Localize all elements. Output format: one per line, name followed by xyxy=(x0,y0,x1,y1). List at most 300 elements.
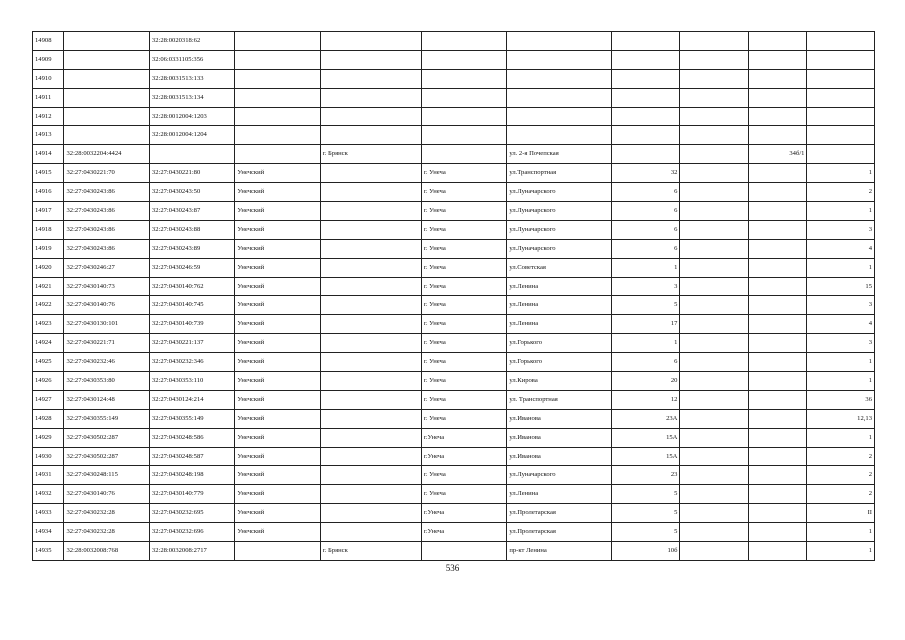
cell-house xyxy=(611,145,680,164)
cell-district: Унечский xyxy=(235,315,320,334)
cell-city-column-b xyxy=(421,126,506,145)
cell-house: 6 xyxy=(611,183,680,202)
cell-cadastral-number: 32:27:0430232:695 xyxy=(149,504,234,523)
table-row xyxy=(33,353,875,372)
cell-city-column-a xyxy=(320,69,421,88)
table-row xyxy=(33,107,875,126)
cell-row-number: 14910 xyxy=(33,69,64,88)
cell-district: Унечский xyxy=(235,466,320,485)
cell-col-9 xyxy=(680,390,749,409)
cell-cadastral-number-parent: 32:27:0430232:28 xyxy=(64,504,149,523)
cell-building xyxy=(749,466,807,485)
cell-district: Унечский xyxy=(235,164,320,183)
cell-col-9 xyxy=(680,542,749,561)
cell-city-column-a xyxy=(320,296,421,315)
cell-street: ул.Ленина xyxy=(507,277,612,296)
cell-row-number: 14913 xyxy=(33,126,64,145)
cell-flat xyxy=(807,107,875,126)
cell-cadastral-number-parent: 32:27:0430140:76 xyxy=(64,485,149,504)
cell-flat: 1 xyxy=(807,523,875,542)
table-row xyxy=(33,50,875,69)
cell-house: 5 xyxy=(611,523,680,542)
cell-cadastral-number-parent: 32:27:0430353:80 xyxy=(64,372,149,391)
cell-city-column-b: г. Унеча xyxy=(421,164,506,183)
cell-cadastral-number-parent: 32:27:0430243:86 xyxy=(64,202,149,221)
cell-house: 12 xyxy=(611,390,680,409)
cell-district xyxy=(235,32,320,51)
cell-city-column-b: г. Унеча xyxy=(421,334,506,353)
cell-street: ул.Пролетарская xyxy=(507,504,612,523)
cell-district: Унечский xyxy=(235,504,320,523)
cell-cadastral-number-parent: 32:27:0430232:46 xyxy=(64,353,149,372)
cell-city-column-b: г. Унеча xyxy=(421,390,506,409)
cell-district: Унечский xyxy=(235,277,320,296)
cell-street: ул.Пролетарская xyxy=(507,523,612,542)
cell-street: ул.Иванова xyxy=(507,428,612,447)
cell-building xyxy=(749,183,807,202)
table-row xyxy=(33,334,875,353)
cell-district: Унечский xyxy=(235,485,320,504)
cell-flat: 2 xyxy=(807,183,875,202)
cell-building xyxy=(749,296,807,315)
cell-house: 10б xyxy=(611,542,680,561)
cell-house xyxy=(611,88,680,107)
cell-cadastral-number: 32:27:0430353:110 xyxy=(149,372,234,391)
cell-cadastral-number: 32:27:0430232:696 xyxy=(149,523,234,542)
cell-flat: 2 xyxy=(807,447,875,466)
cell-row-number: 14924 xyxy=(33,334,64,353)
cell-cadastral-number-parent: 32:28:0032008:768 xyxy=(64,542,149,561)
cell-cadastral-number: 32:06:0331105:356 xyxy=(149,50,234,69)
cell-flat: 4 xyxy=(807,239,875,258)
cell-city-column-a xyxy=(320,258,421,277)
cell-flat: 36 xyxy=(807,390,875,409)
cell-building xyxy=(749,50,807,69)
cell-city-column-b xyxy=(421,69,506,88)
cell-city-column-b: г. Унеча xyxy=(421,315,506,334)
cell-district: Унечский xyxy=(235,409,320,428)
cell-col-9 xyxy=(680,315,749,334)
cell-cadastral-number-parent: 32:27:0430140:73 xyxy=(64,277,149,296)
cell-row-number: 14915 xyxy=(33,164,64,183)
cell-building xyxy=(749,428,807,447)
cell-flat: II xyxy=(807,504,875,523)
cell-building xyxy=(749,523,807,542)
cell-cadastral-number: 32:28:0020318:62 xyxy=(149,32,234,51)
cell-flat: 12,13 xyxy=(807,409,875,428)
cell-cadastral-number-parent: 32:27:0430221:71 xyxy=(64,334,149,353)
cell-district: Унечский xyxy=(235,447,320,466)
table-row xyxy=(33,220,875,239)
table-body xyxy=(33,32,875,561)
cell-cadastral-number: 32:27:0430355:149 xyxy=(149,409,234,428)
cell-city-column-a xyxy=(320,353,421,372)
cell-cadastral-number: 32:28:0031513:134 xyxy=(149,88,234,107)
table-row xyxy=(33,69,875,88)
cell-col-9 xyxy=(680,296,749,315)
cell-house xyxy=(611,50,680,69)
cell-city-column-a xyxy=(320,315,421,334)
cell-house: 20 xyxy=(611,372,680,391)
table-row xyxy=(33,390,875,409)
cell-city-column-a xyxy=(320,107,421,126)
cell-col-9 xyxy=(680,523,749,542)
cell-building xyxy=(749,88,807,107)
cell-city-column-b: г. Унеча xyxy=(421,220,506,239)
cell-street xyxy=(507,32,612,51)
table-row xyxy=(33,126,875,145)
cell-house: 6 xyxy=(611,239,680,258)
page-number: 536 xyxy=(445,563,460,573)
cell-city-column-b: г.Унеча xyxy=(421,447,506,466)
cell-flat: 3 xyxy=(807,220,875,239)
cell-flat: 1 xyxy=(807,164,875,183)
cell-col-9 xyxy=(680,88,749,107)
cell-city-column-b: г. Унеча xyxy=(421,183,506,202)
cell-cadastral-number-parent xyxy=(64,69,149,88)
cell-flat: 1 xyxy=(807,258,875,277)
cell-flat: 2 xyxy=(807,485,875,504)
cell-street: ул.Иванова xyxy=(507,447,612,466)
cell-row-number: 14926 xyxy=(33,372,64,391)
cell-row-number: 14934 xyxy=(33,523,64,542)
cell-flat xyxy=(807,69,875,88)
cell-col-9 xyxy=(680,372,749,391)
cell-city-column-a xyxy=(320,485,421,504)
cell-city-column-a xyxy=(320,504,421,523)
cell-building xyxy=(749,409,807,428)
cell-city-column-b: г. Унеча xyxy=(421,372,506,391)
cell-row-number: 14929 xyxy=(33,428,64,447)
cell-city-column-a xyxy=(320,202,421,221)
cell-city-column-a xyxy=(320,334,421,353)
cell-house: 5 xyxy=(611,296,680,315)
cell-flat xyxy=(807,50,875,69)
cell-cadastral-number: 32:27:0430243:88 xyxy=(149,220,234,239)
cell-flat: 1 xyxy=(807,542,875,561)
cell-cadastral-number: 32:27:0430140:779 xyxy=(149,485,234,504)
cell-street: ул. 2-я Почепская xyxy=(507,145,612,164)
cell-street: ул.Ленина xyxy=(507,296,612,315)
cell-district xyxy=(235,50,320,69)
cell-city-column-b xyxy=(421,145,506,164)
cell-building xyxy=(749,334,807,353)
table-row xyxy=(33,32,875,51)
cell-row-number: 14919 xyxy=(33,239,64,258)
cell-cadastral-number-parent: 32:27:0430502:287 xyxy=(64,428,149,447)
cell-city-column-a xyxy=(320,239,421,258)
cell-cadastral-number-parent xyxy=(64,32,149,51)
table-row xyxy=(33,277,875,296)
cell-house: 15А xyxy=(611,428,680,447)
cell-city-column-b: г.Унеча xyxy=(421,428,506,447)
cell-building xyxy=(749,258,807,277)
table-row xyxy=(33,88,875,107)
cell-row-number: 14932 xyxy=(33,485,64,504)
cell-building xyxy=(749,485,807,504)
cell-flat: 2 xyxy=(807,466,875,485)
cell-cadastral-number: 32:27:0430243:50 xyxy=(149,183,234,202)
cell-cadastral-number-parent: 32:28:0032204:4424 xyxy=(64,145,149,164)
cell-building xyxy=(749,164,807,183)
cell-building xyxy=(749,277,807,296)
cell-street: ул.Луначарского xyxy=(507,466,612,485)
cell-cadastral-number-parent: 32:27:0430130:101 xyxy=(64,315,149,334)
cell-row-number: 14911 xyxy=(33,88,64,107)
table-row xyxy=(33,372,875,391)
table-row xyxy=(33,258,875,277)
cell-flat: 1 xyxy=(807,372,875,391)
cell-city-column-b xyxy=(421,107,506,126)
table-row xyxy=(33,485,875,504)
cell-row-number: 14912 xyxy=(33,107,64,126)
cell-cadastral-number: 32:27:0430221:80 xyxy=(149,164,234,183)
cell-city-column-a xyxy=(320,466,421,485)
cell-house: 6 xyxy=(611,202,680,221)
cell-city-column-a: г. Брянск xyxy=(320,145,421,164)
cell-city-column-a xyxy=(320,390,421,409)
cell-cadastral-number-parent: 32:27:0430232:28 xyxy=(64,523,149,542)
cell-row-number: 14928 xyxy=(33,409,64,428)
cell-street: ул.Луначарского xyxy=(507,202,612,221)
cell-city-column-a xyxy=(320,428,421,447)
cell-district: Унечский xyxy=(235,372,320,391)
cell-city-column-a xyxy=(320,523,421,542)
cell-cadastral-number: 32:27:0430248:198 xyxy=(149,466,234,485)
cell-city-column-a: г. Брянск xyxy=(320,542,421,561)
cell-district: Унечский xyxy=(235,183,320,202)
cell-district: Унечский xyxy=(235,523,320,542)
cell-street: ул.Кирова xyxy=(507,372,612,391)
cell-district: Унечский xyxy=(235,239,320,258)
cell-city-column-b xyxy=(421,88,506,107)
cell-cadastral-number: 32:27:0430248:586 xyxy=(149,428,234,447)
cell-district xyxy=(235,145,320,164)
cell-row-number: 14920 xyxy=(33,258,64,277)
cell-col-9 xyxy=(680,239,749,258)
cell-col-9 xyxy=(680,277,749,296)
cell-flat: 1 xyxy=(807,202,875,221)
cell-row-number: 14930 xyxy=(33,447,64,466)
cell-building xyxy=(749,239,807,258)
cell-row-number: 14927 xyxy=(33,390,64,409)
cell-col-9 xyxy=(680,69,749,88)
cell-district xyxy=(235,69,320,88)
cell-street xyxy=(507,107,612,126)
cell-street: ул.Ленина xyxy=(507,485,612,504)
cell-city-column-a xyxy=(320,372,421,391)
cell-street: ул.Луначарского xyxy=(507,239,612,258)
cell-district: Унечский xyxy=(235,220,320,239)
cell-cadastral-number: 32:27:0430140:762 xyxy=(149,277,234,296)
cell-city-column-b: г. Унеча xyxy=(421,296,506,315)
cell-city-column-a xyxy=(320,32,421,51)
cell-cadastral-number-parent: 32:27:0430243:86 xyxy=(64,220,149,239)
table-row xyxy=(33,296,875,315)
cell-col-9 xyxy=(680,353,749,372)
cell-city-column-a xyxy=(320,409,421,428)
cell-street xyxy=(507,88,612,107)
cell-row-number: 14931 xyxy=(33,466,64,485)
cell-cadastral-number: 32:27:0430140:739 xyxy=(149,315,234,334)
cell-flat: 1 xyxy=(807,428,875,447)
cell-street: ул.Луначарского xyxy=(507,183,612,202)
cell-col-9 xyxy=(680,485,749,504)
cell-cadastral-number: 32:28:0031513:133 xyxy=(149,69,234,88)
cell-city-column-a xyxy=(320,88,421,107)
cell-city-column-b: г. Унеча xyxy=(421,485,506,504)
cell-row-number: 14935 xyxy=(33,542,64,561)
cell-col-9 xyxy=(680,32,749,51)
cell-flat: 4 xyxy=(807,315,875,334)
cell-district: Унечский xyxy=(235,258,320,277)
cell-flat: 3 xyxy=(807,296,875,315)
cell-street xyxy=(507,126,612,145)
cell-row-number: 14914 xyxy=(33,145,64,164)
cell-col-9 xyxy=(680,220,749,239)
cell-city-column-a xyxy=(320,164,421,183)
cell-flat: 15 xyxy=(807,277,875,296)
cell-cadastral-number: 32:28:0032008:2717 xyxy=(149,542,234,561)
cell-city-column-b: г. Унеча xyxy=(421,239,506,258)
table-row xyxy=(33,183,875,202)
cell-house: 15А xyxy=(611,447,680,466)
cell-row-number: 14923 xyxy=(33,315,64,334)
cell-col-9 xyxy=(680,164,749,183)
cell-building xyxy=(749,353,807,372)
cell-city-column-b xyxy=(421,50,506,69)
cell-col-9 xyxy=(680,145,749,164)
cell-district: Унечский xyxy=(235,353,320,372)
cell-city-column-a xyxy=(320,126,421,145)
cell-street: ул.Ленина xyxy=(507,315,612,334)
cell-cadastral-number: 32:28:0012004:1203 xyxy=(149,107,234,126)
cell-cadastral-number: 32:27:0430243:89 xyxy=(149,239,234,258)
cell-house xyxy=(611,32,680,51)
cell-city-column-a xyxy=(320,447,421,466)
table-row xyxy=(33,315,875,334)
cell-house: 1 xyxy=(611,334,680,353)
cell-row-number: 14922 xyxy=(33,296,64,315)
cell-building xyxy=(749,220,807,239)
cell-col-9 xyxy=(680,202,749,221)
cell-flat xyxy=(807,145,875,164)
cell-row-number: 14918 xyxy=(33,220,64,239)
cell-cadastral-number: 32:28:0012004:1204 xyxy=(149,126,234,145)
cell-street: ул.Горького xyxy=(507,353,612,372)
cell-row-number: 14921 xyxy=(33,277,64,296)
cell-cadastral-number-parent xyxy=(64,88,149,107)
cell-cadastral-number xyxy=(149,145,234,164)
cell-col-9 xyxy=(680,183,749,202)
cell-house xyxy=(611,107,680,126)
cell-row-number: 14916 xyxy=(33,183,64,202)
cell-city-column-a xyxy=(320,220,421,239)
cell-street: пр-кт Ленина xyxy=(507,542,612,561)
table-row xyxy=(33,164,875,183)
cell-building xyxy=(749,126,807,145)
table-row xyxy=(33,523,875,542)
cell-district xyxy=(235,126,320,145)
cell-col-9 xyxy=(680,466,749,485)
registry-table xyxy=(32,31,875,561)
cell-house xyxy=(611,69,680,88)
cell-district: Унечский xyxy=(235,202,320,221)
cell-district xyxy=(235,88,320,107)
cell-row-number: 14917 xyxy=(33,202,64,221)
cell-cadastral-number-parent: 32:27:0430355:149 xyxy=(64,409,149,428)
table-row xyxy=(33,409,875,428)
cell-city-column-b: г.Унеча xyxy=(421,504,506,523)
table-row xyxy=(33,466,875,485)
cell-cadastral-number-parent xyxy=(64,50,149,69)
cell-col-9 xyxy=(680,126,749,145)
cell-house: 6 xyxy=(611,353,680,372)
cell-city-column-a xyxy=(320,277,421,296)
cell-house xyxy=(611,126,680,145)
cell-house: 17 xyxy=(611,315,680,334)
cell-cadastral-number-parent: 32:27:0430248:115 xyxy=(64,466,149,485)
cell-cadastral-number: 32:27:0430140:745 xyxy=(149,296,234,315)
cell-col-9 xyxy=(680,504,749,523)
cell-flat xyxy=(807,126,875,145)
cell-col-9 xyxy=(680,428,749,447)
cell-district xyxy=(235,107,320,126)
cell-street: ул. Транспортная xyxy=(507,390,612,409)
table-row xyxy=(33,428,875,447)
cell-street xyxy=(507,69,612,88)
cell-district xyxy=(235,542,320,561)
cell-col-9 xyxy=(680,50,749,69)
cell-city-column-b: г. Унеча xyxy=(421,277,506,296)
cell-row-number: 14909 xyxy=(33,50,64,69)
cell-city-column-b: г. Унеча xyxy=(421,466,506,485)
cell-house: 5 xyxy=(611,485,680,504)
cell-house: 23А xyxy=(611,409,680,428)
cell-cadastral-number-parent: 32:27:0430246:27 xyxy=(64,258,149,277)
cell-flat: 3 xyxy=(807,334,875,353)
cell-street: ул.Советская xyxy=(507,258,612,277)
cell-building xyxy=(749,107,807,126)
cell-row-number: 14933 xyxy=(33,504,64,523)
cell-house: 3 xyxy=(611,277,680,296)
cell-cadastral-number-parent: 32:27:0430243:86 xyxy=(64,239,149,258)
table-row xyxy=(33,542,875,561)
cell-street xyxy=(507,50,612,69)
cell-city-column-b: г. Унеча xyxy=(421,258,506,277)
cell-col-9 xyxy=(680,409,749,428)
cell-street: ул.Горького xyxy=(507,334,612,353)
cell-cadastral-number-parent: 32:27:0430243:86 xyxy=(64,183,149,202)
cell-street: ул.Иванова xyxy=(507,409,612,428)
cell-cadastral-number-parent xyxy=(64,126,149,145)
table-row xyxy=(33,504,875,523)
cell-building xyxy=(749,372,807,391)
table-row xyxy=(33,239,875,258)
cell-building xyxy=(749,202,807,221)
cell-cadastral-number: 32:27:0430243:87 xyxy=(149,202,234,221)
cell-col-9 xyxy=(680,107,749,126)
cell-district: Унечский xyxy=(235,428,320,447)
cell-building xyxy=(749,447,807,466)
cell-street: ул.Луначарского xyxy=(507,220,612,239)
cell-cadastral-number-parent: 32:27:0430221:70 xyxy=(64,164,149,183)
cell-city-column-b: г. Унеча xyxy=(421,202,506,221)
cell-building xyxy=(749,390,807,409)
cell-flat xyxy=(807,32,875,51)
cell-cadastral-number: 32:27:0430232:346 xyxy=(149,353,234,372)
cell-house: 6 xyxy=(611,220,680,239)
